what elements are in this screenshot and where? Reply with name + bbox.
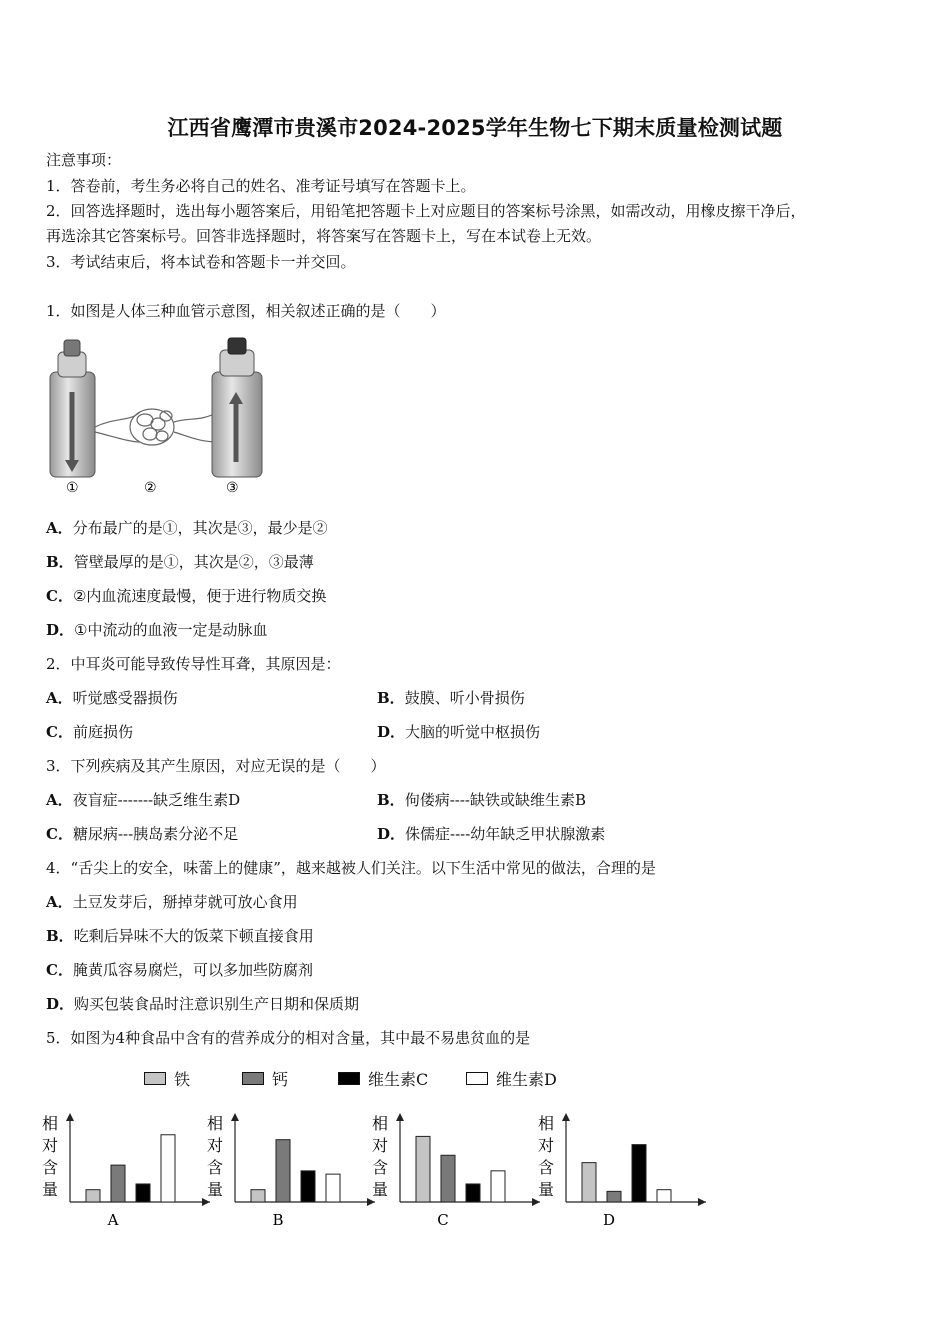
y-axis-label-char: 量 bbox=[206, 1180, 224, 1199]
y-axis-label-char: 量 bbox=[41, 1180, 59, 1199]
q3-option-a[interactable]: A．夜盲症-------缺乏维生素D bbox=[46, 791, 241, 809]
y-axis-label-char: 含 bbox=[371, 1158, 389, 1177]
y-axis-arrow bbox=[66, 1113, 74, 1121]
q4-option-d[interactable]: D．购买包装食品时注意识别生产日期和保质期 bbox=[46, 995, 360, 1013]
y-axis-label-char: 对 bbox=[537, 1136, 555, 1155]
bar-A-钙 bbox=[111, 1165, 125, 1202]
bar-C-铁 bbox=[416, 1136, 430, 1202]
bar-C-维生素D bbox=[491, 1171, 505, 1202]
q1-option-a[interactable]: A．分布最广的是①，其次是③，最少是② bbox=[46, 519, 328, 537]
nutrient-bar-charts bbox=[40, 1105, 720, 1235]
q4-option-a[interactable]: A．土豆发芽后，掰掉芽就可放心食用 bbox=[46, 893, 298, 911]
q2-option-d[interactable]: D．大脑的听觉中枢损伤 bbox=[377, 723, 541, 741]
q2-option-c[interactable]: C．前庭损伤 bbox=[46, 723, 133, 741]
x-axis-arrow bbox=[532, 1198, 540, 1206]
page-title: 江西省鹰潭市贵溪市2024-2025学年生物七下期末质量检测试题 bbox=[167, 116, 783, 140]
y-axis-label-char: 相 bbox=[537, 1114, 555, 1133]
y-axis-label-char: 量 bbox=[371, 1180, 389, 1199]
bar-A-维生素D bbox=[161, 1135, 175, 1202]
q3-option-c[interactable]: C．糖尿病---胰岛素分泌不足 bbox=[46, 825, 239, 843]
y-axis-label-char: 含 bbox=[537, 1158, 555, 1177]
bar-B-铁 bbox=[251, 1190, 265, 1202]
vessel-label-2: ② bbox=[144, 480, 157, 496]
q1-stem: 1．如图是人体三种血管示意图，相关叙述正确的是（ ） bbox=[46, 302, 446, 320]
bar-D-铁 bbox=[582, 1163, 596, 1202]
bar-C-钙 bbox=[441, 1155, 455, 1202]
chart-legend bbox=[140, 1064, 740, 1090]
q4-stem: 4．“舌尖上的安全，味蕾上的健康”，越来越被人们关注。以下生活中常见的做法，合理的是 bbox=[46, 859, 656, 877]
bar-B-维生素C bbox=[301, 1171, 315, 1202]
legend-swatch bbox=[144, 1072, 166, 1085]
y-axis-label-char: 相 bbox=[206, 1114, 224, 1133]
x-axis-arrow bbox=[698, 1198, 706, 1206]
vessel-label-1: ① bbox=[66, 480, 79, 496]
capillary-network bbox=[95, 409, 218, 445]
bar-A-维生素C bbox=[136, 1184, 150, 1202]
legend-swatch bbox=[338, 1072, 360, 1085]
legend-swatch bbox=[466, 1072, 488, 1085]
y-axis-label-char: 相 bbox=[371, 1114, 389, 1133]
panel-label-B: B bbox=[272, 1211, 284, 1229]
panel-label-A: A bbox=[107, 1211, 119, 1229]
q1-option-d[interactable]: D．①中流动的血液一定是动脉血 bbox=[46, 621, 268, 639]
vessel-label-3: ③ bbox=[226, 480, 239, 496]
q3-option-b[interactable]: B．佝偻病----缺铁或缺维生素B bbox=[377, 791, 586, 809]
y-axis-label-char: 相 bbox=[41, 1114, 59, 1133]
legend-item-calcium: 钙 bbox=[242, 1067, 288, 1090]
y-axis-arrow bbox=[562, 1113, 570, 1121]
y-axis-label-char: 对 bbox=[41, 1136, 59, 1155]
y-axis-arrow bbox=[231, 1113, 239, 1121]
q1-option-b[interactable]: B．管壁最厚的是①，其次是②，③最薄 bbox=[46, 553, 314, 571]
panel-label-D: D bbox=[602, 1211, 616, 1229]
y-axis-label-char: 含 bbox=[41, 1158, 59, 1177]
bar-B-钙 bbox=[276, 1140, 290, 1202]
legend-item-vitamin-c: 维生素C bbox=[338, 1067, 428, 1090]
bar-A-铁 bbox=[86, 1190, 100, 1202]
notice-2: 2．回答选择题时，选出每小题答案后，用铅笔把答题卡上对应题目的答案标号涂黑，如需改动，用橡皮擦干净后， bbox=[46, 202, 806, 220]
y-axis-label-char: 对 bbox=[371, 1136, 389, 1155]
q2-stem: 2．中耳炎可能导致传导性耳聋，其原因是： bbox=[46, 655, 341, 673]
q2-option-b[interactable]: B．鼓膜、听小骨损伤 bbox=[377, 689, 525, 707]
q5-stem: 5．如图为4种食品中含有的营养成分的相对含量，其中最不易患贫血的是 bbox=[46, 1029, 531, 1047]
q3-stem: 3．下列疾病及其产生原因，对应无误的是（ ） bbox=[46, 757, 386, 775]
legend-item-vitamin-d: 维生素D bbox=[466, 1067, 557, 1090]
notice-2-cont: 再选涂其它答案标号。回答非选择题时，将答案写在答题卡上，写在本试卷上无效。 bbox=[46, 227, 602, 245]
x-axis-arrow bbox=[202, 1198, 210, 1206]
q4-option-c[interactable]: C．腌黄瓜容易腐烂，可以多加些防腐剂 bbox=[46, 961, 313, 979]
panel-label-C: C bbox=[437, 1211, 449, 1229]
y-axis-label-char: 含 bbox=[206, 1158, 224, 1177]
notice-heading: 注意事项： bbox=[46, 151, 122, 169]
q4-option-b[interactable]: B．吃剩后异味不大的饭菜下顿直接食用 bbox=[46, 927, 314, 945]
q1-option-c[interactable]: C．②内血流速度最慢，便于进行物质交换 bbox=[46, 587, 327, 605]
y-axis-label-char: 对 bbox=[206, 1136, 224, 1155]
bar-C-维生素C bbox=[466, 1184, 480, 1202]
q3-option-d[interactable]: D．侏儒症----幼年缺乏甲状腺激素 bbox=[377, 825, 606, 843]
y-axis-label-char: 量 bbox=[537, 1180, 555, 1199]
notice-1: 1．答卷前，考生务必将自己的姓名、准考证号填写在答题卡上。 bbox=[46, 177, 476, 195]
legend-swatch bbox=[242, 1072, 264, 1085]
bar-D-维生素D bbox=[657, 1190, 671, 1202]
y-axis-arrow bbox=[396, 1113, 404, 1121]
artery-illustration bbox=[50, 340, 95, 477]
bar-D-钙 bbox=[607, 1191, 621, 1202]
legend-item-iron: 铁 bbox=[144, 1067, 190, 1090]
x-axis-arrow bbox=[367, 1198, 375, 1206]
blood-vessels-figure bbox=[40, 332, 280, 500]
notice-3: 3．考试结束后，将本试卷和答题卡一并交回。 bbox=[46, 253, 356, 271]
bar-D-维生素C bbox=[632, 1145, 646, 1202]
q2-option-a[interactable]: A．听觉感受器损伤 bbox=[46, 689, 178, 707]
vein-illustration bbox=[212, 338, 262, 477]
bar-B-维生素D bbox=[326, 1174, 340, 1202]
